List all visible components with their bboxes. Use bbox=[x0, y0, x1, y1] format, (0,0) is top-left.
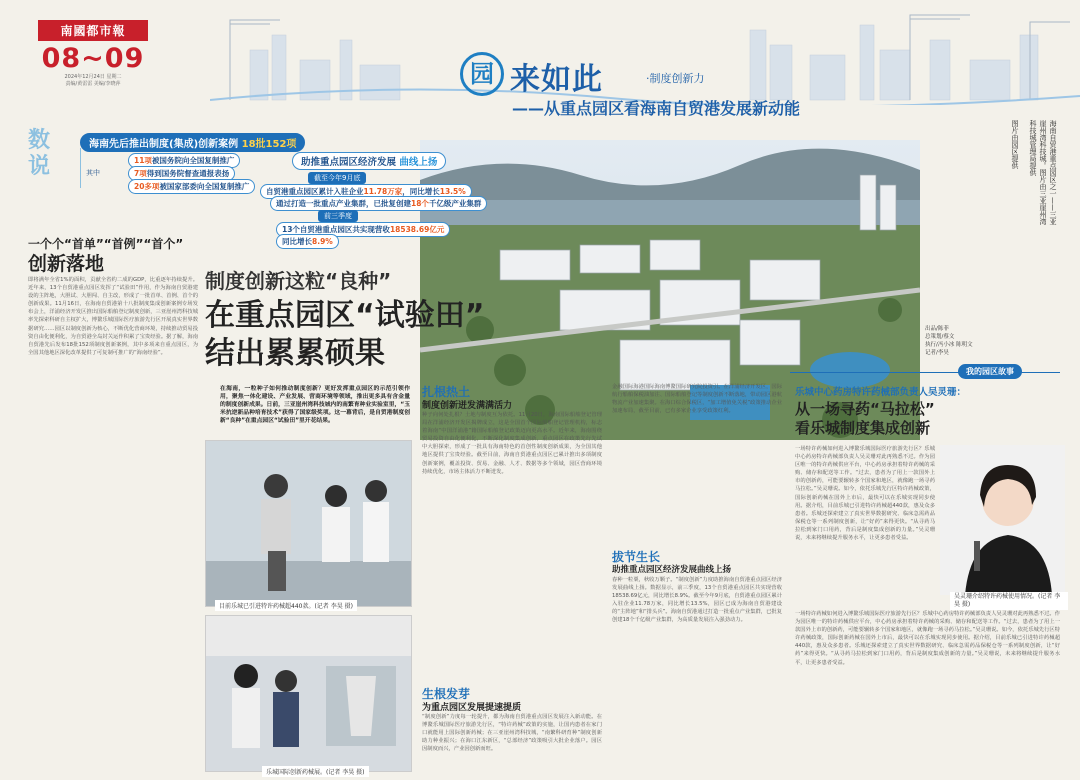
stats-item-2-text: 得到国务院督查通报表扬 bbox=[146, 169, 230, 178]
park-line-2-b: 千亿级产业集群 bbox=[428, 199, 482, 208]
park-title-pill bbox=[292, 152, 446, 170]
main-headline-1: 在重点园区“试验田” bbox=[205, 298, 485, 333]
section-bajie-sub: 助推重点园区经济发展曲线上扬 bbox=[612, 565, 732, 575]
first-section-title-1: 一个个“首单”“首例”“首个” bbox=[28, 237, 184, 251]
masthead bbox=[38, 20, 148, 120]
page-headline bbox=[460, 50, 920, 130]
first-section-body: 即将满年全省1%的面积，贡献全省约二成的GDP，比重逐年持续提升。近年来，13个自贸港重点园区发挥了“试验田”作用，作为海南自贸港建设的主阵地，大胆试、大胆闯、自主改，形成了一批首单、首例、首个的创新成果。11月16日，在海南自贸港第十八批制度集成创新案例专场发布会上，洋浦经济开发区推出国际船舶登记制度创新，三亚崖州湾科技城率先探索科研自主权扩大，博鳌乐城国际医疗旅游先行区开展真实世界数据研究……园区以制度创新为核心，不断优化营商环境，持续推动贸易投资自由化便利化，为自贸港全岛封关运作积累了宝贵经验。据了解，海南自贸港先后发布18批152项制度创新案例，其中多项来自重点园区，为全国其他地区深化改革提供了可复制可推广的“海南经验”。 bbox=[28, 277, 198, 356]
park-line-3-a: 13个自贸港重点园区共实现营收 bbox=[282, 225, 390, 234]
park-line-4-v1: 8.9% bbox=[312, 237, 333, 246]
first-section-title-2: 创新落地 bbox=[28, 253, 105, 275]
story-body-top: 一场特许药械如何进入博鳌乐城国际医疗旅游先行区？乐城中心药房特许药械部负责人吴灵珊对此再熟悉不过。作为园区唯一的特许药械供应平台，中心药房承担着特许药械的采购、储存和配送等工作。“过去，患者为了用上一款国外上市的创新药，可能要辗转多个国家和地区，就像跑一场寻药马拉松。”吴灵珊说。如今，依托乐城先行区特许药械政策，国际创新药械在国外上市后，最快可以在乐城实现同步使用。据介绍，目前乐城已引进特许药械超440款，惠及众多患者。乐城还探索建立了真实世界数据研究、临床急需药品保税仓等一系列制度创新，让“好药”来得更快。“从寻药马拉松到家门口用药，背后是制度集成创新的力量。”吴灵珊说，未来将继续提升服务水平，让更多患者受益。 bbox=[795, 446, 935, 542]
page-numbers: 08~09 bbox=[41, 43, 145, 74]
photo-vertical-caption-2: 图片由园区提供 bbox=[1011, 120, 1019, 169]
paper-logo: 南國都市報 bbox=[38, 20, 148, 41]
photo-medical-expo bbox=[205, 615, 412, 772]
section-zhagen-title: 扎根热土 bbox=[422, 385, 471, 399]
park-line-4 bbox=[276, 234, 339, 249]
stats-item-3-value: 20多项 bbox=[134, 182, 160, 191]
portrait-caption: 吴灵珊介绍特许药械使用情况。(记者 李昊 摄) bbox=[950, 592, 1068, 610]
stats-side-label: 数说 bbox=[28, 128, 51, 179]
sub-label-q3: 前三季度 bbox=[318, 210, 358, 222]
park-line-1-b: ，同比增长 bbox=[402, 187, 440, 196]
photo-2-caption: 乐城国际创新药械展。(记者 李昊 摄) bbox=[262, 766, 369, 777]
photo-vertical-caption: 海南自贸港重点园区之一——三亚崖州湾科技城。图片由三亚崖州湾科技城管理局提供 bbox=[1029, 120, 1057, 225]
stats-item-2-value: 7项 bbox=[134, 169, 147, 178]
headline-subtitle: ——从重点园区看海南自贸港发展新动能 bbox=[512, 99, 801, 118]
lead-paragraph: 在海南，一粒种子如何推动制度创新？更好发挥重点园区的示范引领作用，聚焦一体化建设、产业发展、营商环境等领域，推出更多具有含金量的制度创新成果。日前，三亚崖州湾科技城内的南繁育种业实验室里，“玉米抗逆新品种培育技术”获得了国家级奖项。这一幕背后，是自贸港制度创新“良种”在重点园区“试验田”里开花结果。 bbox=[220, 386, 410, 425]
story-body-bottom: 一场特许药械如何进入博鳌乐城国际医疗旅游先行区？乐城中心药房特许药械部负责人吴灵珊对此再熟悉不过。作为园区唯一的特许药械供应平台，中心药房承担着特许药械的采购、储存和配送等工作。“过去，患者为了用上一款国外上市的创新药，可能要辗转多个国家和地区，就像跑一场寻药马拉松。”吴灵珊说。如今，依托乐城先行区特许药械政策，国际创新药械在国外上市后，最快可以在乐城实现同步使用。据介绍，目前乐城已引进特许药械超440款，惠及众多患者。乐城还探索建立了真实世界数据研究、临床急需药品保税仓等一系列制度创新，让“好药”来得更快。“从寻药马拉松到家门口用药，背后是制度集成创新的力量。”吴灵珊说，未来将继续提升服务水平，让更多患者受益。 bbox=[795, 611, 1060, 666]
right-mid-body-2: 春种一粒粟，秋收万颗子。“制度创新”力度助推海南自贸港重点园区经济发展曲线上扬。数据显示，前三季度，13个自贸港重点园区共实现营收18538.69亿元，同比增长8.9%。截至今年9月底，自贸港重点园区累计入驻企业11.78万家，同比增长13.5%，园区已成为海南自贸港建设的“主阵地”和“排头兵”。海南自贸港通过打造一批重点产业集群，已批复创建18个千亿级产业集群，为高质量发展注入强劲动力。 bbox=[612, 577, 782, 624]
park-line-3-v1: 18538.69亿元 bbox=[389, 225, 445, 234]
park-line-4-a: 同比增长 bbox=[282, 237, 312, 246]
stats-item-1-value: 11项 bbox=[134, 156, 152, 165]
photo-1-caption: 目前乐城已引进特许药械超440款。(记者 李昊 摄) bbox=[215, 600, 357, 611]
headline-circle-char: 园 bbox=[460, 52, 504, 96]
stats-top-prefix: 海南先后推出制度(集成)创新案例 bbox=[89, 139, 239, 150]
editors-line: 责编/黄雷雷 美编/李晓萍 bbox=[65, 81, 121, 87]
stats-top-value: 18批152项 bbox=[241, 139, 297, 150]
story-title-1: 从一场寻药“马拉松” bbox=[795, 400, 935, 418]
park-line-2-v1: 18个 bbox=[411, 199, 429, 208]
park-title-prefix: 助推重点园区经济发展 bbox=[301, 157, 397, 168]
park-title-highlight: 曲线上扬 bbox=[399, 157, 438, 168]
section-bajie-title: 拔节生长 bbox=[612, 550, 661, 564]
park-line-2 bbox=[270, 196, 487, 211]
credits-block: 出品/陈菲 总策划/蔡文 执行/冯小冰 陈明文 记者/李昊 bbox=[925, 326, 973, 356]
park-line-1-v1: 11.78万家 bbox=[363, 187, 403, 196]
section-zhagen-body: 种子向何处扎根？土地与制度互为依托。11月20日，海南国际船舶登记管理局在洋浦经济开发区揭牌成立，这是全国首个国际船舶登记管理机构，标志着海南“中国洋浦港”籍国际船舶登记政策迈向更高水平。近年来，海南围绕贸易投资自由化便利化，不断深化制度集成创新，重点园区在政策先行先试中大胆探索，形成了一批具有海南特色的首创性制度创新成果，为全国其他地区提供了宝贵经验。截至目前，海南自贸港重点园区已累计推出多项制度创新案例，覆盖投资、贸易、金融、人才、数据等多个领域，园区营商环境持续优化，市场主体活力不断迸发。 bbox=[422, 412, 602, 475]
stats-item-1-text: 被国务院向全国复制推广 bbox=[151, 156, 235, 165]
main-kicker: 制度创新这粒“良种” bbox=[205, 269, 392, 293]
park-line-2-a: 通过打造一批重点产业集群，已批复创建 bbox=[276, 199, 411, 208]
section-shengen-title: 生根发芽 bbox=[422, 687, 471, 701]
story-badge: 我的园区故事 bbox=[958, 364, 1022, 379]
headline-tag: ·制度创新力 bbox=[646, 72, 705, 85]
portrait-photo bbox=[940, 445, 1065, 595]
stats-item-3 bbox=[128, 179, 255, 194]
section-shengen-body: “制度创新”力度每一轮提升，都为海南自贸港重点园区发展注入新动能。在博鳌乐城国际医疗旅游先行区，“特许药械”政策的实施，让国内患者在家门口就能用上国际创新药械；在三亚崖州湾科技城，“南繁科研育种”制度创新助力种业振兴；在海口江东新区，“总部经济”政策吸引大批企业落户。园区因制度而兴，产业因创新而旺。 bbox=[422, 714, 602, 753]
section-shengen-sub: 为重点园区发展提速提质 bbox=[422, 703, 522, 713]
stats-among-label: 其中 bbox=[86, 169, 100, 177]
headline-main: 来如此 bbox=[510, 62, 603, 97]
sub-label-sept: 截至今年9月底 bbox=[308, 172, 366, 184]
stats-item-3-text: 被国家部委向全国复制推广 bbox=[159, 182, 250, 191]
park-line-1-a: 自贸港重点园区累计入驻企业 bbox=[266, 187, 364, 196]
stats-top-pill bbox=[80, 133, 305, 152]
main-headline-2: 结出累累硕果 bbox=[205, 336, 385, 371]
section-zhagen-sub: 制度创新迸发满满活力 bbox=[422, 401, 513, 411]
story-title-2: 看乐城制度集成创新 bbox=[795, 419, 931, 437]
park-line-1-v2: 13.5% bbox=[439, 187, 466, 196]
date-line: 2024年12月24日 星期二 bbox=[64, 74, 122, 80]
photo-exoskeleton bbox=[205, 440, 412, 607]
right-mid-body-1: 金融国际海港国际海南博鳌国际研究院投资引。在洋浦经济开发区，国际航行船舶保税油加注、国际船舶登记等制度创新不断落地，带动园区港航物流产业加速集聚。在海口综合保税区，“加工增值免关税”政策推动企业加速布局，截至目前，已有多家企业享受政策红利。 bbox=[612, 384, 782, 415]
story-kicker: 乐城中心药房特许药械部负责人吴灵珊： bbox=[795, 387, 967, 398]
